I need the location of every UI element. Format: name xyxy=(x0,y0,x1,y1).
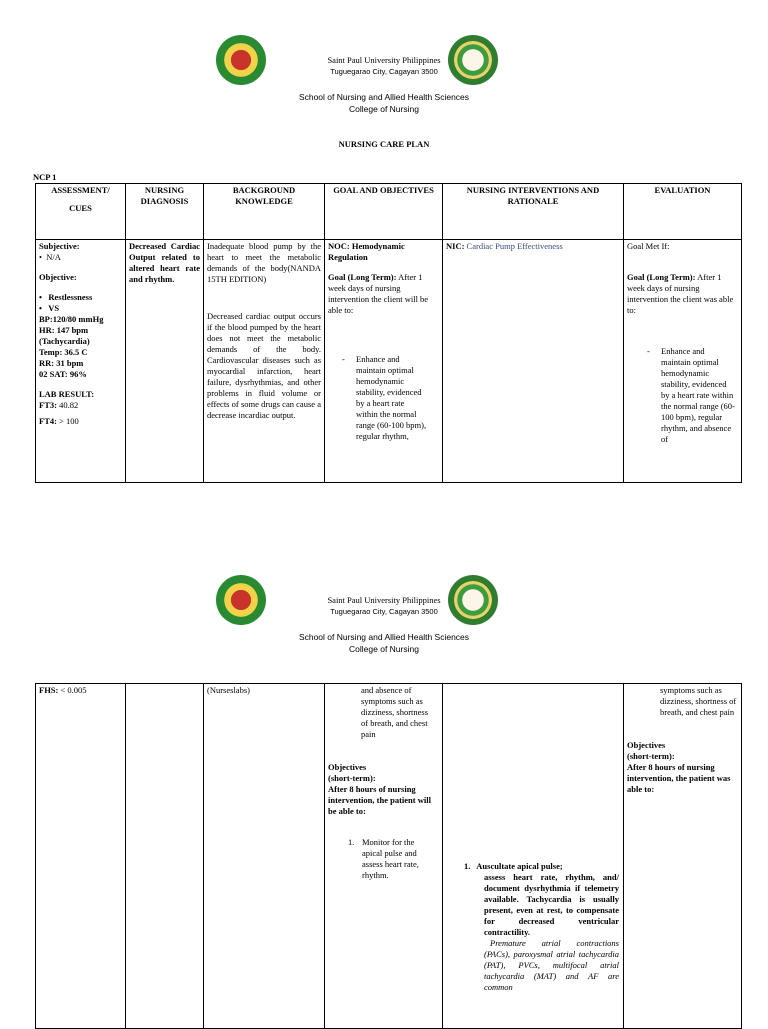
goals-cell: NOC: Hemodynamic Regulation Goal (Long Term): After 1 week days of nursing intervention the client will be able to: - Enhance and maintain optimal hemodynamic stability, evidenced by a heart rate within the normal range (60-100 bpm), regular rhythm, xyxy=(325,240,443,483)
evaluation-cell: Goal Met If: Goal (Long Term): After 1 week days of nursing intervention the client was able to: - Enhance and maintain optimal hemodynamic stability, evidenced by a heart rate within the normal range (60-100 bpm), regular rhythm, and absence of xyxy=(624,240,742,483)
goals-cell-continued: and absence of symptoms such as dizziness, shortness of breath, and chest pain Objectives (short-term): After 8 hours of nursing intervention, the patient will be able to: 1. Monitor for the apical pulse and assess heart rate, rhythm. xyxy=(325,684,443,1029)
care-plan-table-page-2 xyxy=(35,683,742,1029)
col-header-evaluation: EVALUATION xyxy=(624,184,742,240)
school-name: School of Nursing and Allied Health Sciences xyxy=(298,92,470,102)
university-city: Tuguegarao City, Cagayan 3500 xyxy=(330,607,438,616)
background-knowledge-cell: Inadequate blood pump by the heart to meet the metabolic demands of the body(NANDA 15TH EDITION) Decreased cardiac output occurs if the blood pumped by the heart does not meet the metabolic demands of the body. Cardiovascular diseases such as myocardial infarction, heart failure, dysrhythmias, and other problems in fluid volume or effects of some drugs can cause a decrease incardiac output. xyxy=(204,240,325,483)
col-header-background: BACKGROUND KNOWLEDGE xyxy=(204,184,325,240)
university-name: Saint Paul University Philippines xyxy=(327,55,441,65)
col-header-goals: GOAL AND OBJECTIVES xyxy=(325,184,443,240)
college-name: College of Nursing xyxy=(349,104,419,114)
school-name: School of Nursing and Allied Health Sciences xyxy=(298,632,470,642)
page-2 xyxy=(0,540,768,1024)
university-city: Tuguegarao City, Cagayan 3500 xyxy=(330,67,438,76)
assessment-cell-continued: FHS: < 0.005 xyxy=(36,684,126,1029)
nursing-diagnosis-cell-continued xyxy=(126,684,204,1029)
document-title: NURSING CARE PLAN xyxy=(338,139,430,149)
interventions-cell-continued: 1. Auscultate apical pulse; assess heart rate, rhythm, and/ document dysrhythmia if telemetry available. Tachycardia is usually present, even at rest, to compensate for decreased ventricular contractility. Premature atrial contractions (PACs), paroxysmal atrial tachycardia (PAT), PVCs, multifocal atrial tachycardia (MAT) and AF are common xyxy=(443,684,624,1029)
university-name: Saint Paul University Philippines xyxy=(327,595,441,605)
col-header-assessment: ASSESSMENT/ CUES xyxy=(36,184,126,240)
nursing-diagnosis-cell: Decreased Cardiac Output related to altered heart rate and rhythm. xyxy=(126,240,204,483)
col-header-interventions: NURSING INTERVENTIONS AND RATIONALE xyxy=(443,184,624,240)
col-header-diagnosis: NURSING DIAGNOSIS xyxy=(126,184,204,240)
ncp-label: NCP 1 xyxy=(33,172,57,182)
interventions-cell: NIC: Cardiac Pump Effectiveness xyxy=(443,240,624,483)
evaluation-cell-continued: symptoms such as dizziness, shortness of breath, and chest pain Objectives (short-term): After 8 hours of nursing intervention, the patient was able to: xyxy=(624,684,742,1029)
assessment-cell: Subjective: • N/A Objective: • Restlessness • VS BP:120/80 mmHg HR: 147 bpm (Tachycardia) Temp: 36.5 C RR: 31 bpm 02 SAT: 96% LAB RESULT: FT3: 40.82 FT4: > 100 xyxy=(36,240,126,483)
college-name: College of Nursing xyxy=(349,644,419,654)
background-knowledge-cell-continued: (Nurseslabs) xyxy=(204,684,325,1029)
care-plan-table-page-1 xyxy=(35,183,742,483)
